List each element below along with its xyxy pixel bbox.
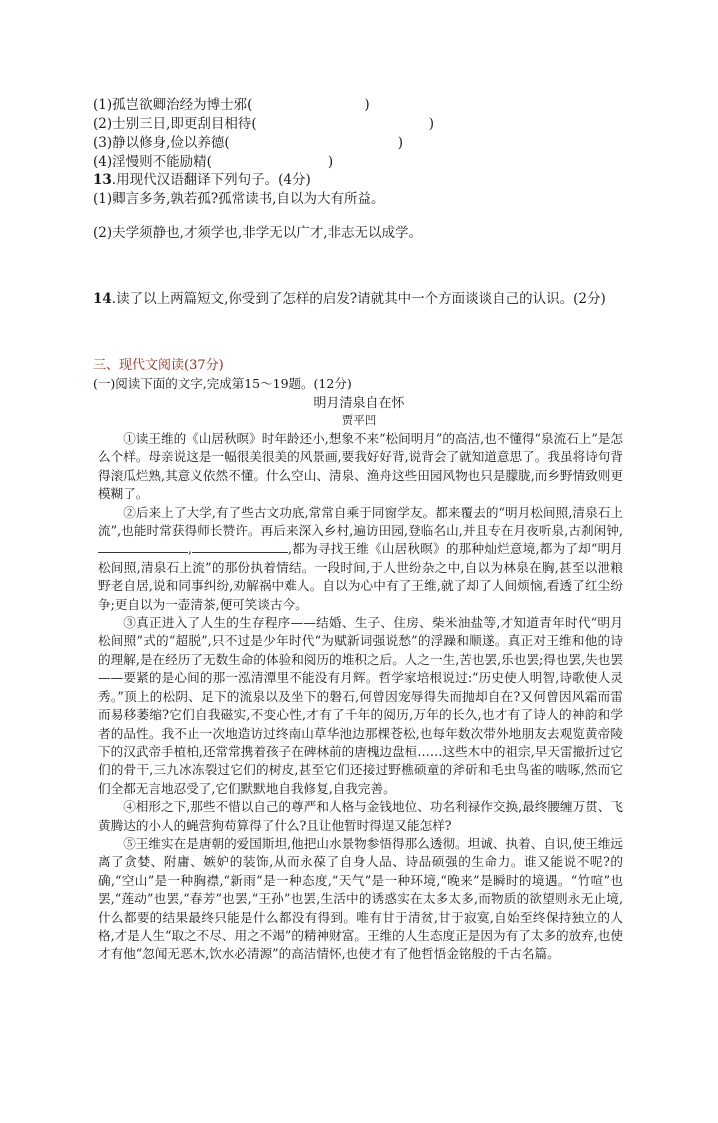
paragraph-5: ⑤王维实在是唐朝的爱国斯坦,他把山水景物参悟得那么透彻。坦诚、执着、自识,使王维远离了贪婪、附庸、嫉妒的装饰,从而永葆了自身人品、诗品硕强的生命力。谁又能说不呢?的确,“空山”是一种胸襟,“新雨”是一种态度,“天气”是一种环境,“晚来”是瞬时的境遇。“竹喧”也罢,“莲动”也罢,“春芳”也罢,“王孙”也罢,生活中的诱惑实在太多太多,而物质的欲望则永无止境,什么都要的结果最终只能是什么都没有得到。唯有甘于清贫,甘于寂寞,自始至终保持独立的人格,才是人生“取之不尽、用之不竭”的精神财富。王维的人生态度正是因为有了太多的放弃,也使才有他“忽闻无恶木,饮水必清源”的高洁情怀,也使才有了他哲悟金铭般的千古名篇。 (98, 835, 623, 962)
q13-text: .用现代汉语翻译下列句子。(4分) (111, 172, 311, 188)
paragraph-4: ④相形之下,那些不惜以自己的尊严和人格与金钱地位、功名利禄作交换,最终腰缠万贯、飞黄腾达的小人的蝇营狗苟算得了什么?且让他暂时得逞又能怎样? (98, 799, 623, 833)
q12-item-2: (2)士别三日,即更刮目相待( ) (93, 116, 434, 132)
q14-heading (93, 290, 606, 308)
q12-item-1-text: (1)孤岂欲卿治经为博士邪( (93, 97, 253, 113)
q12-item-3-text: (3)静以修身,俭以养德( (93, 135, 230, 151)
q14-text: .读了以上两篇短文,你受到了怎样的启发?请就其中一个方面谈谈自己的认识。(2分) (111, 291, 606, 307)
article-title: 明月清泉自在怀 (313, 396, 405, 411)
paragraph-3: ③真正进入了人生的生存程序——结婚、生子、住房、柴米油盐等,才知道青年时代“明月松间照”式的“超脱”,只不过是少年时代“为赋新词强说愁”的浮躁和顺遂。真正对王维和他的诗的理解,是在经历了无数生命的体验和阅历的堆积之后。人之一生,苦也罢,乐也罢;得也罢,失也罢——要紧的是心间的那一泓清潭里不能没有月辉。哲学家培根说过:“历史使人明智,诗歌使人灵秀。”顶上的松阴、足下的流泉以及坐下的磐石,何曾因宠辱得失而抛却自在?又何曾因风霜而雷而易移萎缩?它们自我磁实,不变心性,才有了千年的阅历,万年的长久,也才有了诗人的神韵和学者的品性。我不止一次地造访过终南山草华池边那棵苍松,也每年数次带外地朋友去观览黄帝陵下的汉武帝手植柏,还常常携着孩子在碑林前的唐槐边盘桓……这些木中的祖宗,早天雷撤折过它们的骨干,三九冰冻裂过它们的树皮,甚至它们还接过野樵硕童的斧斫和毛虫鸟雀的啮啄,然而它们全都无言地忍受了,它们默默地自我修复,自我完善。 (98, 615, 623, 796)
q12-item-1: (1)孤岂欲卿治经为博士邪( ) (93, 97, 370, 113)
q13-sentence-2: (2)夫学须静也,才须学也,非学无以广才,非志无以成学。 (93, 225, 422, 241)
q14-number: 14 (93, 291, 112, 307)
fill-blank-2[interactable] (192, 540, 288, 553)
q13-sentence-1: (1)卿言多务,孰若孤?孤常读书,自以为大有所益。 (93, 191, 385, 207)
section-heading: 三、现代文阅读(37分) (93, 358, 224, 373)
paragraph-2: ②后来上了大学,有了些古文功底,常常自乘于同窗学友。都来覆去的“明月松间照,清泉石上流”,也能时常获得师长赞许。再后来深入乡村,遍访田园,登临名山,并且专在月夜听泉,古刹闲钟,, ,都为寻找王维《山居秋暝》的那种灿烂意境,都为了却“明月松间照,清泉石上流”的那份执着情结。一段时间,于人世纷杂之中,自以为林泉在胸,甚至以泄粮野老自居,说和同事纠纷,劝解祸中难人。自以为心中有了王维,就了却了人间烦恼,看透了红尘纷争;更自以为一壶清茶,便可笑谈古今。 (98, 504, 623, 612)
fill-blank-1[interactable] (98, 540, 188, 553)
article-author: 贾平凹 (341, 413, 377, 427)
q12-item-3: (3)静以修身,俭以养德( ) (93, 135, 403, 151)
article-body (98, 430, 623, 964)
q12-item-4: (4)淫慢则不能励精( ) (93, 154, 334, 170)
q13-heading (93, 171, 311, 189)
section-subheading: (一)阅读下面的文字,完成第15～19题。(12分) (93, 376, 352, 391)
paragraph-1: ①读王维的《山居秋暝》时年龄还小,想象不来“松间明月”的高洁,也不懂得“泉流石上”是怎么个样。母亲说这是一幅很美很美的风景画,要我好好背,说背会了就知道意思了。我虽将诗句背得滚瓜烂熟,其意义依然不懂。什么空山、清泉、渔舟这些田园风物也只是朦胧,而乡野情致则更模糊了。 (98, 431, 623, 502)
q12-item-2-text: (2)士别三日,即更刮目相待( (93, 116, 257, 132)
q12-item-4-text: (4)淫慢则不能励精( (93, 154, 212, 170)
q13-number: 13 (93, 172, 112, 188)
